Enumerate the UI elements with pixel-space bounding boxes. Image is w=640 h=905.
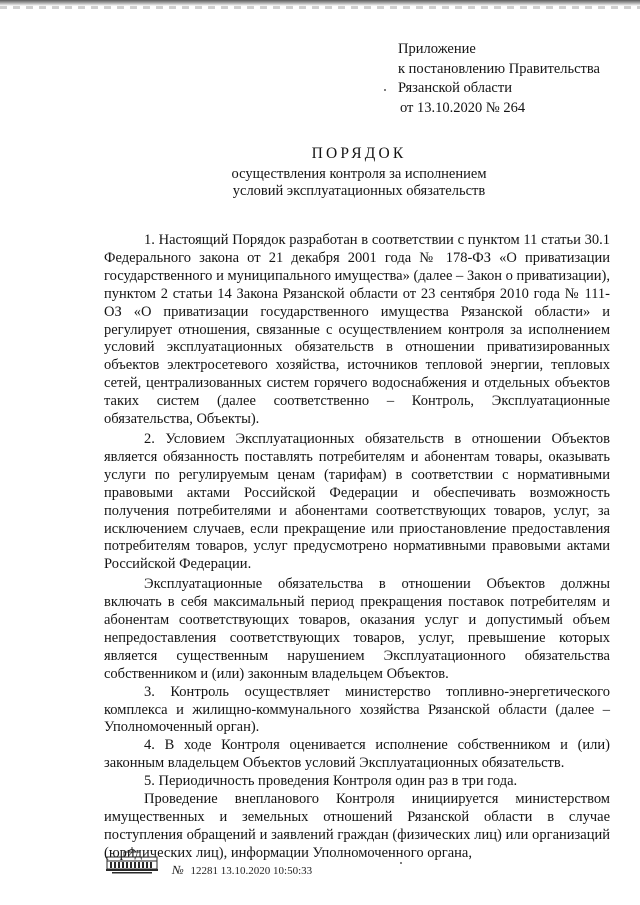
paragraph-6: 5. Периодичность проведения Контроля один раз в три года. (144, 773, 518, 790)
government-building-stamp-icon (104, 846, 160, 876)
scan-speck (400, 862, 402, 864)
number-sign: № (172, 863, 184, 877)
appendix-header (398, 40, 630, 118)
appendix-line-2: к постановлению Правительства (398, 60, 600, 77)
scan-top-edge (0, 0, 640, 6)
paragraph-2: 2. Условием Эксплуатационных обязательств в отношении Объектов является обязанность поставлять потребителям и абонентам товары, оказывать услуги по регулируемым ценам (тарифам) в соответствии с нормативными правовыми актами Российской Федерации и обеспечивать возможность получения потребителями и абонентами соответствующих товаров, услуг, за исключением случаев, если прекращение или приостановление предоставления потребителям товаров, услуг предусмотрено нормативными правовыми актами Российской Федерации. (104, 430, 610, 573)
paragraph-4: 3. Контроль осуществляет министерство топливно-энергетического комплекса и жилищно-коммунального хозяйства Рязанской области (далее – Уполномоченный орган). (104, 683, 610, 736)
paragraph-5: 4. В ходе Контроля оценивается исполнение собственником и (или) законным владельцем Объектов условий Эксплуатационных обязательств. (104, 737, 610, 772)
subtitle-line-2: условий эксплуатационных обязательств (232, 183, 486, 199)
scan-speck (384, 89, 386, 91)
paragraph-3: Эксплуатационные обязательства в отношении Объектов должны включать в себя максимальный период прекращения поставок потребителям и абонентам соответствующих товаров, оказания услуг и допустимый объем непредоставления соответствующих товаров, услуг, превышение которых является существенным нарушением Эксплуатационного обязательства собственником и (или) законным владельцем Объектов. (104, 576, 610, 682)
document-title: ПОРЯДОК (311, 145, 407, 162)
registration-footer (172, 863, 312, 878)
appendix-date: от 13.10.2020 № 264 (400, 99, 526, 116)
document-body (104, 232, 610, 863)
paragraph-7: Проведение внепланового Контроля инициируется министерством имущественных и земельных отношений Рязанской области в случае поступления обращений и заявлений граждан (физических лиц) или организаций (юридических лиц), информации Уполномоченного органа, (104, 791, 610, 861)
registration-timestamp: 13.10.2020 10:50:33 (220, 865, 313, 877)
registration-number: 12281 (190, 865, 219, 877)
appendix-line-1: Приложение (398, 41, 476, 57)
appendix-line-3: Рязанской области (398, 80, 512, 96)
document-subtitle (0, 166, 640, 200)
paragraph-1: 1. Настоящий Порядок разработан в соответствии с пунктом 11 статьи 30.1 Федерального закона от 21 декабря 2001 года № 178-ФЗ «О приватизации государственного и муниципального имущества» (далее – Закон о приватизации), пунктом 2 статьи 14 Закона Рязанской области от 23 сентября 2010 года № 111-ОЗ «О приватизации государственного имущества Рязанской области» и регулирует отношения, связанные с осуществлением контроля за исполнением условий эксплуатационных обязательств в отношении приватизированных объектов электросетевого хозяйства, источников тепловой энергии, тепловых сетей, централизованных систем горячего водоснабжения и отдельных объектов таких систем (далее соответственно – Контроль, Эксплуатационные обязательства, Объекты). (104, 232, 610, 428)
subtitle-line-1: осуществления контроля за исполнением (231, 166, 487, 182)
